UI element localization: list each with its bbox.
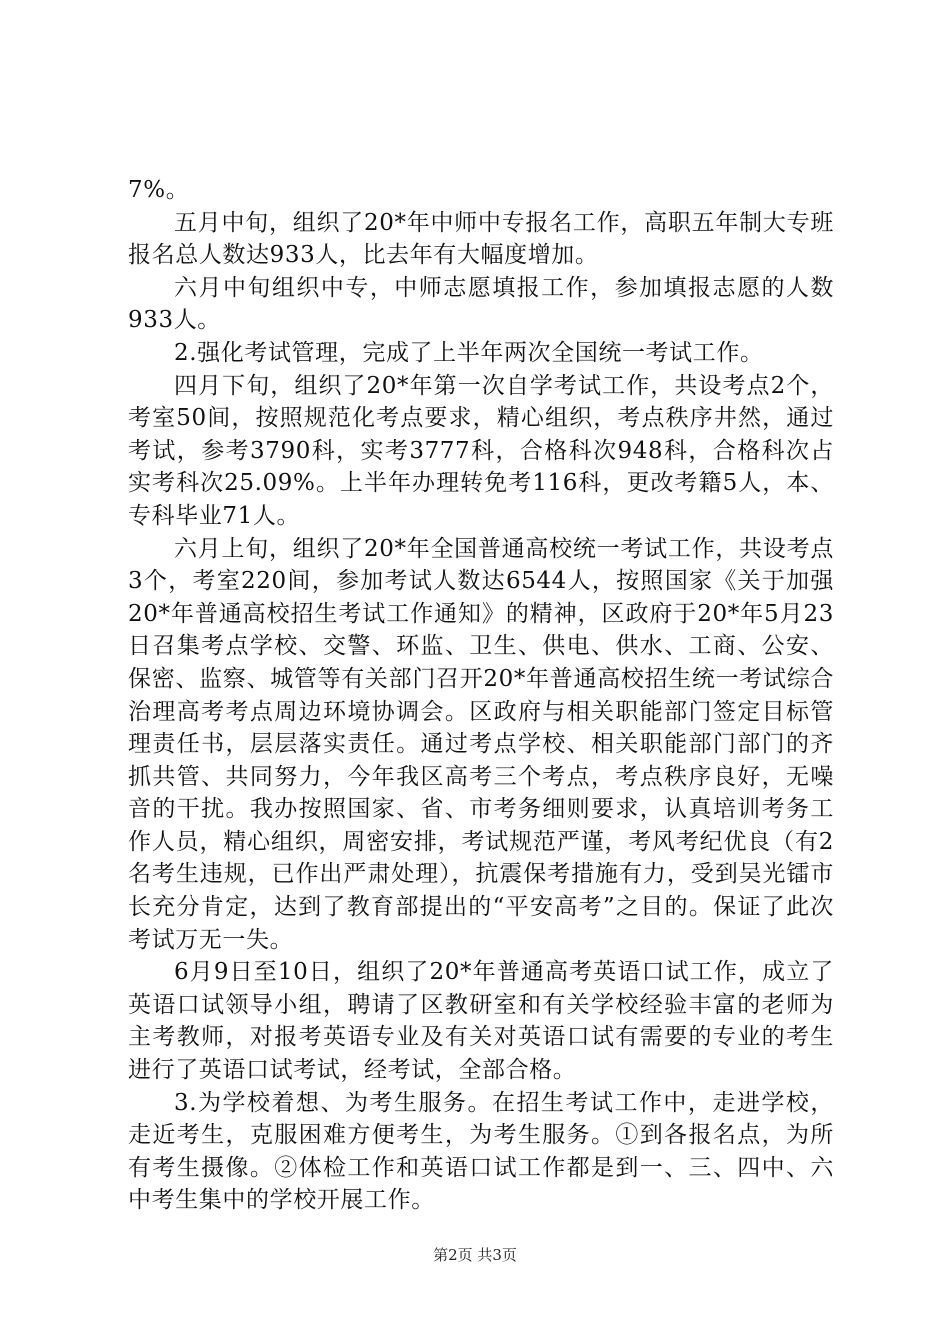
paragraph-may-registration: 五月中旬，组织了20*年中师中专报名工作，高职五年制大专班报名总人数达933人，比去年有大幅度增加。 bbox=[128, 209, 834, 269]
page-footer: 第2页 共3页 bbox=[433, 1246, 517, 1264]
paragraph-self-study-exam: 四月下旬，组织了20*年第一次自学考试工作，共设考点2个，考室50间，按照规范化考点要求，精心组织，考点秩序井然，通过考试，参考3790科，实考3777科，合格科次948科，合格科次占实考科次25.09%。上半年办理转免考116科，更改考籍5人，本、专科毕业71人。 bbox=[128, 372, 834, 529]
document-body bbox=[128, 174, 834, 1217]
paragraph-june-application: 六月中旬组织中专，中师志愿填报工作，参加填报志愿的人数933人。 bbox=[128, 274, 834, 334]
paragraph-english-oral-exam: 6月9日至10日，组织了20*年普通高考英语口试工作，成立了英语口试领导小组，聘请了区教研室和有关学校经验丰富的老师为主考教师，对报考英语专业及有关对英语口试有需要的专业的考生进行了英语口试考试，经考试，全部合格。 bbox=[128, 959, 834, 1084]
paragraph-continuation: 7%。 bbox=[128, 177, 190, 203]
paragraph-section-2-heading: 2.强化考试管理，完成了上半年两次全国统一考试工作。 bbox=[174, 339, 764, 366]
paragraph-college-entrance-exam: 六月上旬，组织了20*年全国普通高校统一考试工作，共设考点3个，考室220间，参加考试人数达6544人，按照国家《关于加强20*年普通高校招生考试工作通知》的精神，区政府于20*年5月23日召集考点学校、交警、环监、卫生、供电、供水、工商、公安、保密、监察、城管等有关部门召开20*年普通高校招生统一考试综合治理高考考点周边环境协调会。区政府与相关职能部门签定目标管理责任书，层层落实责任。通过考点学校、相关职能部门部门的齐抓共管、共同努力，今年我区高考三个考点，考点秩序良好，无噪音的干扰。我办按照国家、省、市考务细则要求，认真培训考务工作人员，精心组织，周密安排，考试规范严谨，考风考纪优良（有2名考生违规，已作出严肃处理），抗震保考措施有力，受到吴光镭市长充分肯定，达到了教育部提出的“平安高考”之目的。保证了此次考试万无一失。 bbox=[128, 535, 834, 953]
paragraph-section-3-service: 3.为学校着想、为考生服务。在招生考试工作中，走进学校，走近考生，克服困难方便考生，为考生服务。①到各报名点，为所有考生摄像。②体检工作和英语口试工作都是到一、三、四中、六中考生集中的学校开展工作。 bbox=[128, 1089, 834, 1214]
